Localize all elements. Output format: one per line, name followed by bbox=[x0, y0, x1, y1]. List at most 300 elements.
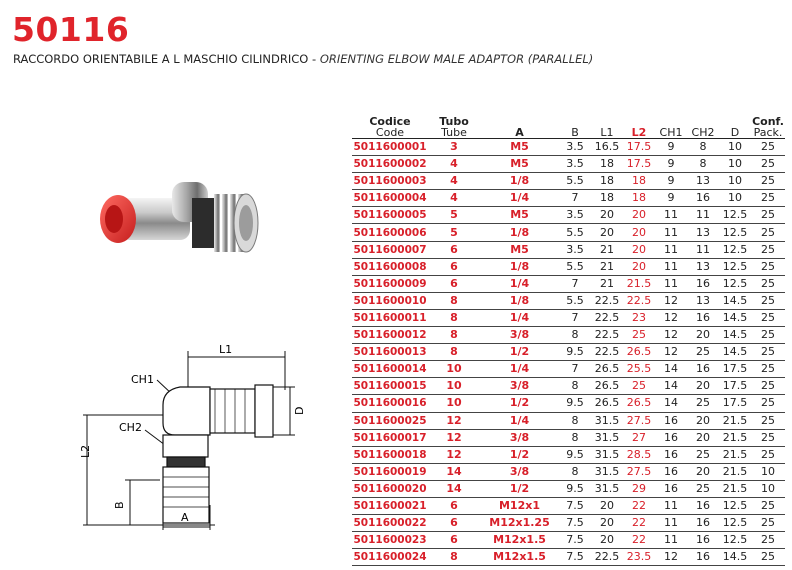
cell-b: 7.5 bbox=[559, 549, 591, 566]
cell-pack: 25 bbox=[751, 361, 785, 378]
cell-tube: 8 bbox=[428, 549, 480, 566]
cell-thread-a: 3/8 bbox=[480, 463, 559, 480]
table-row bbox=[352, 497, 785, 514]
cell-d: 12.5 bbox=[719, 224, 751, 241]
cell-code: 5011600001 bbox=[352, 139, 428, 156]
label-l1: L1 bbox=[219, 343, 233, 356]
cell-thread-a: 3/8 bbox=[480, 378, 559, 395]
cell-ch2: 20 bbox=[687, 378, 719, 395]
cell-l1: 26.5 bbox=[591, 395, 623, 412]
cell-code: 5011600014 bbox=[352, 361, 428, 378]
cell-ch1: 14 bbox=[655, 378, 687, 395]
cell-l1: 22.5 bbox=[591, 327, 623, 344]
cell-l1: 20 bbox=[591, 224, 623, 241]
product-photo bbox=[80, 160, 310, 280]
cell-tube: 10 bbox=[428, 361, 480, 378]
cell-ch2: 20 bbox=[687, 327, 719, 344]
cell-tube: 8 bbox=[428, 344, 480, 361]
table-row bbox=[352, 156, 785, 173]
cell-b: 5.5 bbox=[559, 173, 591, 190]
cell-code: 5011600005 bbox=[352, 207, 428, 224]
cell-d: 12.5 bbox=[719, 515, 751, 532]
cell-thread-a: 3/8 bbox=[480, 327, 559, 344]
table-row bbox=[352, 463, 785, 480]
cell-l2: 22 bbox=[623, 497, 655, 514]
cell-l2: 26.5 bbox=[623, 344, 655, 361]
cell-tube: 5 bbox=[428, 224, 480, 241]
cell-l1: 31.5 bbox=[591, 463, 623, 480]
label-d: D bbox=[293, 406, 306, 415]
cell-ch1: 16 bbox=[655, 446, 687, 463]
cell-l1: 26.5 bbox=[591, 378, 623, 395]
cell-code: 5011600019 bbox=[352, 463, 428, 480]
cell-l2: 18 bbox=[623, 173, 655, 190]
cell-tube: 6 bbox=[428, 258, 480, 275]
cell-l1: 20 bbox=[591, 497, 623, 514]
header-ch1: CH1 bbox=[655, 112, 687, 139]
cell-pack: 25 bbox=[751, 344, 785, 361]
cell-ch1: 16 bbox=[655, 480, 687, 497]
cell-tube: 12 bbox=[428, 429, 480, 446]
header-code: Codice Code bbox=[352, 112, 428, 139]
table-row bbox=[352, 258, 785, 275]
header-pack: Conf. Pack. bbox=[751, 112, 785, 139]
table-header-row bbox=[352, 112, 785, 139]
cell-pack: 10 bbox=[751, 463, 785, 480]
cell-code: 5011600021 bbox=[352, 497, 428, 514]
cell-ch1: 12 bbox=[655, 309, 687, 326]
cell-b: 8 bbox=[559, 378, 591, 395]
cell-pack: 25 bbox=[751, 309, 785, 326]
cell-ch1: 16 bbox=[655, 429, 687, 446]
cell-b: 3.5 bbox=[559, 207, 591, 224]
cell-l2: 27 bbox=[623, 429, 655, 446]
cell-pack: 25 bbox=[751, 139, 785, 156]
cell-code: 5011600016 bbox=[352, 395, 428, 412]
cell-l2: 25.5 bbox=[623, 361, 655, 378]
cell-tube: 14 bbox=[428, 463, 480, 480]
title-separator: - bbox=[308, 52, 320, 66]
cell-d: 21.5 bbox=[719, 412, 751, 429]
cell-ch1: 14 bbox=[655, 395, 687, 412]
cell-ch2: 20 bbox=[687, 412, 719, 429]
cell-ch1: 9 bbox=[655, 190, 687, 207]
cell-thread-a: M12x1.5 bbox=[480, 532, 559, 549]
cell-ch2: 8 bbox=[687, 156, 719, 173]
cell-b: 5.5 bbox=[559, 258, 591, 275]
cell-l2: 28.5 bbox=[623, 446, 655, 463]
cell-ch2: 16 bbox=[687, 549, 719, 566]
cell-ch1: 11 bbox=[655, 241, 687, 258]
cell-pack: 25 bbox=[751, 446, 785, 463]
table-row bbox=[352, 224, 785, 241]
cell-l1: 31.5 bbox=[591, 429, 623, 446]
cell-ch2: 25 bbox=[687, 344, 719, 361]
cell-code: 5011600003 bbox=[352, 173, 428, 190]
cell-code: 5011600018 bbox=[352, 446, 428, 463]
cell-l1: 22.5 bbox=[591, 292, 623, 309]
cell-ch2: 25 bbox=[687, 480, 719, 497]
cell-tube: 3 bbox=[428, 139, 480, 156]
cell-tube: 4 bbox=[428, 190, 480, 207]
cell-thread-a: 1/2 bbox=[480, 446, 559, 463]
cell-ch2: 16 bbox=[687, 309, 719, 326]
cell-code: 5011600020 bbox=[352, 480, 428, 497]
cell-l2: 18 bbox=[623, 190, 655, 207]
table-row bbox=[352, 241, 785, 258]
title-italian: RACCORDO ORIENTABILE A L MASCHIO CILINDRICO bbox=[13, 52, 309, 66]
cell-d: 12.5 bbox=[719, 207, 751, 224]
table-row bbox=[352, 446, 785, 463]
table-row bbox=[352, 327, 785, 344]
cell-ch2: 11 bbox=[687, 207, 719, 224]
cell-ch1: 12 bbox=[655, 327, 687, 344]
cell-ch2: 16 bbox=[687, 515, 719, 532]
cell-ch2: 8 bbox=[687, 139, 719, 156]
cell-tube: 8 bbox=[428, 292, 480, 309]
cell-b: 7.5 bbox=[559, 532, 591, 549]
header-ch2: CH2 bbox=[687, 112, 719, 139]
table-row bbox=[352, 361, 785, 378]
cell-l1: 18 bbox=[591, 190, 623, 207]
cell-tube: 10 bbox=[428, 378, 480, 395]
cell-ch1: 9 bbox=[655, 139, 687, 156]
cell-pack: 25 bbox=[751, 395, 785, 412]
cell-l2: 23.5 bbox=[623, 549, 655, 566]
header-l2: L2 bbox=[623, 112, 655, 139]
cell-l1: 20 bbox=[591, 532, 623, 549]
cell-d: 14.5 bbox=[719, 292, 751, 309]
cell-ch1: 9 bbox=[655, 156, 687, 173]
cell-ch2: 16 bbox=[687, 497, 719, 514]
cell-d: 10 bbox=[719, 190, 751, 207]
cell-l1: 22.5 bbox=[591, 344, 623, 361]
cell-l2: 22.5 bbox=[623, 292, 655, 309]
cell-d: 21.5 bbox=[719, 480, 751, 497]
cell-ch1: 9 bbox=[655, 173, 687, 190]
cell-thread-a: 1/4 bbox=[480, 361, 559, 378]
cell-d: 21.5 bbox=[719, 446, 751, 463]
cell-thread-a: 3/8 bbox=[480, 429, 559, 446]
cell-thread-a: 1/2 bbox=[480, 344, 559, 361]
header-b: B bbox=[559, 112, 591, 139]
cell-l1: 18 bbox=[591, 173, 623, 190]
cell-pack: 10 bbox=[751, 480, 785, 497]
spec-table bbox=[352, 112, 785, 566]
cell-code: 5011600024 bbox=[352, 549, 428, 566]
cell-d: 10 bbox=[719, 156, 751, 173]
cell-l2: 20 bbox=[623, 224, 655, 241]
cell-l2: 27.5 bbox=[623, 412, 655, 429]
header-d: D bbox=[719, 112, 751, 139]
cell-thread-a: M12x1.5 bbox=[480, 549, 559, 566]
product-subtitle bbox=[13, 52, 593, 66]
cell-d: 21.5 bbox=[719, 429, 751, 446]
cell-thread-a: 1/4 bbox=[480, 275, 559, 292]
cell-pack: 25 bbox=[751, 190, 785, 207]
cell-pack: 25 bbox=[751, 292, 785, 309]
cell-tube: 4 bbox=[428, 156, 480, 173]
cell-thread-a: 1/8 bbox=[480, 173, 559, 190]
cell-pack: 25 bbox=[751, 224, 785, 241]
cell-ch1: 11 bbox=[655, 258, 687, 275]
cell-b: 9.5 bbox=[559, 446, 591, 463]
cell-code: 5011600015 bbox=[352, 378, 428, 395]
cell-l2: 25 bbox=[623, 327, 655, 344]
cell-l1: 20 bbox=[591, 515, 623, 532]
cell-d: 10 bbox=[719, 139, 751, 156]
table-row bbox=[352, 190, 785, 207]
cell-l2: 29 bbox=[623, 480, 655, 497]
cell-code: 5011600017 bbox=[352, 429, 428, 446]
cell-l1: 21 bbox=[591, 258, 623, 275]
cell-ch1: 12 bbox=[655, 344, 687, 361]
cell-pack: 25 bbox=[751, 327, 785, 344]
cell-l2: 20 bbox=[623, 258, 655, 275]
label-l2: L2 bbox=[79, 444, 92, 458]
cell-l2: 17.5 bbox=[623, 139, 655, 156]
cell-thread-a: M12x1 bbox=[480, 497, 559, 514]
cell-ch2: 16 bbox=[687, 361, 719, 378]
cell-l2: 21.5 bbox=[623, 275, 655, 292]
cell-code: 5011600008 bbox=[352, 258, 428, 275]
table-row bbox=[352, 532, 785, 549]
cell-b: 8 bbox=[559, 327, 591, 344]
cell-code: 5011600009 bbox=[352, 275, 428, 292]
table-row bbox=[352, 378, 785, 395]
cell-l2: 20 bbox=[623, 207, 655, 224]
cell-l1: 31.5 bbox=[591, 480, 623, 497]
cell-tube: 8 bbox=[428, 327, 480, 344]
cell-thread-a: M5 bbox=[480, 207, 559, 224]
cell-d: 17.5 bbox=[719, 361, 751, 378]
cell-thread-a: 1/8 bbox=[480, 292, 559, 309]
cell-code: 5011600004 bbox=[352, 190, 428, 207]
cell-b: 5.5 bbox=[559, 224, 591, 241]
cell-d: 17.5 bbox=[719, 378, 751, 395]
cell-ch2: 13 bbox=[687, 224, 719, 241]
cell-b: 3.5 bbox=[559, 241, 591, 258]
table-row bbox=[352, 173, 785, 190]
cell-l2: 20 bbox=[623, 241, 655, 258]
cell-tube: 6 bbox=[428, 532, 480, 549]
cell-ch1: 12 bbox=[655, 292, 687, 309]
cell-tube: 12 bbox=[428, 412, 480, 429]
cell-pack: 25 bbox=[751, 515, 785, 532]
cell-tube: 14 bbox=[428, 480, 480, 497]
cell-l1: 21 bbox=[591, 275, 623, 292]
cell-d: 12.5 bbox=[719, 275, 751, 292]
cell-ch1: 16 bbox=[655, 463, 687, 480]
cell-ch2: 16 bbox=[687, 190, 719, 207]
cell-ch2: 11 bbox=[687, 241, 719, 258]
cell-thread-a: 1/2 bbox=[480, 395, 559, 412]
table-row bbox=[352, 275, 785, 292]
cell-tube: 6 bbox=[428, 241, 480, 258]
cell-ch1: 12 bbox=[655, 549, 687, 566]
cell-pack: 25 bbox=[751, 378, 785, 395]
table-row bbox=[352, 480, 785, 497]
header-tube: Tubo Tube bbox=[428, 112, 480, 139]
cell-b: 9.5 bbox=[559, 395, 591, 412]
cell-l2: 22 bbox=[623, 532, 655, 549]
cell-code: 5011600022 bbox=[352, 515, 428, 532]
cell-l2: 25 bbox=[623, 378, 655, 395]
technical-drawing bbox=[79, 335, 310, 535]
cell-b: 9.5 bbox=[559, 480, 591, 497]
cell-thread-a: 1/4 bbox=[480, 309, 559, 326]
cell-tube: 6 bbox=[428, 275, 480, 292]
cell-d: 10 bbox=[719, 173, 751, 190]
cell-l2: 23 bbox=[623, 309, 655, 326]
cell-b: 8 bbox=[559, 429, 591, 446]
cell-thread-a: 1/4 bbox=[480, 412, 559, 429]
cell-l1: 22.5 bbox=[591, 309, 623, 326]
cell-ch2: 16 bbox=[687, 275, 719, 292]
cell-ch1: 11 bbox=[655, 224, 687, 241]
cell-tube: 10 bbox=[428, 395, 480, 412]
cell-tube: 4 bbox=[428, 173, 480, 190]
table-row bbox=[352, 309, 785, 326]
cell-pack: 25 bbox=[751, 258, 785, 275]
cell-d: 12.5 bbox=[719, 532, 751, 549]
cell-b: 7 bbox=[559, 275, 591, 292]
cell-code: 5011600007 bbox=[352, 241, 428, 258]
cell-l1: 22.5 bbox=[591, 549, 623, 566]
cell-d: 17.5 bbox=[719, 395, 751, 412]
table-row bbox=[352, 429, 785, 446]
cell-d: 21.5 bbox=[719, 463, 751, 480]
cell-pack: 25 bbox=[751, 549, 785, 566]
cell-l2: 26.5 bbox=[623, 395, 655, 412]
cell-b: 9.5 bbox=[559, 344, 591, 361]
cell-ch2: 13 bbox=[687, 258, 719, 275]
cell-code: 5011600025 bbox=[352, 412, 428, 429]
cell-pack: 25 bbox=[751, 497, 785, 514]
cell-ch2: 25 bbox=[687, 395, 719, 412]
cell-ch2: 20 bbox=[687, 429, 719, 446]
cell-code: 5011600002 bbox=[352, 156, 428, 173]
cell-l1: 18 bbox=[591, 156, 623, 173]
cell-ch2: 20 bbox=[687, 463, 719, 480]
cell-tube: 6 bbox=[428, 515, 480, 532]
cell-code: 5011600010 bbox=[352, 292, 428, 309]
cell-ch2: 16 bbox=[687, 532, 719, 549]
table-row bbox=[352, 344, 785, 361]
cell-ch2: 25 bbox=[687, 446, 719, 463]
cell-thread-a: 1/2 bbox=[480, 480, 559, 497]
cell-thread-a: M5 bbox=[480, 156, 559, 173]
cell-tube: 5 bbox=[428, 207, 480, 224]
cell-b: 7 bbox=[559, 361, 591, 378]
cell-b: 7.5 bbox=[559, 515, 591, 532]
cell-thread-a: 1/8 bbox=[480, 258, 559, 275]
cell-thread-a: 1/4 bbox=[480, 190, 559, 207]
table-row bbox=[352, 412, 785, 429]
cell-b: 7 bbox=[559, 309, 591, 326]
cell-pack: 25 bbox=[751, 429, 785, 446]
cell-ch1: 11 bbox=[655, 497, 687, 514]
cell-pack: 25 bbox=[751, 241, 785, 258]
cell-b: 3.5 bbox=[559, 139, 591, 156]
cell-d: 12.5 bbox=[719, 258, 751, 275]
cell-ch1: 11 bbox=[655, 275, 687, 292]
cell-b: 8 bbox=[559, 412, 591, 429]
cell-thread-a: 1/8 bbox=[480, 224, 559, 241]
cell-thread-a: M5 bbox=[480, 241, 559, 258]
cell-b: 7.5 bbox=[559, 497, 591, 514]
header-a: A bbox=[480, 112, 559, 139]
cell-l1: 31.5 bbox=[591, 412, 623, 429]
cell-l1: 21 bbox=[591, 241, 623, 258]
cell-d: 14.5 bbox=[719, 549, 751, 566]
cell-l1: 31.5 bbox=[591, 446, 623, 463]
cell-l2: 27.5 bbox=[623, 463, 655, 480]
title-english: ORIENTING ELBOW MALE ADAPTOR (PARALLEL) bbox=[319, 52, 594, 66]
cell-ch2: 13 bbox=[687, 292, 719, 309]
cell-tube: 6 bbox=[428, 497, 480, 514]
cell-pack: 25 bbox=[751, 156, 785, 173]
cell-b: 3.5 bbox=[559, 156, 591, 173]
cell-l1: 20 bbox=[591, 207, 623, 224]
cell-ch1: 16 bbox=[655, 412, 687, 429]
cell-pack: 25 bbox=[751, 532, 785, 549]
cell-l1: 26.5 bbox=[591, 361, 623, 378]
table-row bbox=[352, 292, 785, 309]
cell-code: 5011600006 bbox=[352, 224, 428, 241]
cell-ch1: 11 bbox=[655, 515, 687, 532]
label-a: A bbox=[181, 511, 189, 524]
label-b: B bbox=[113, 501, 126, 509]
cell-l2: 22 bbox=[623, 515, 655, 532]
cell-thread-a: M12x1.25 bbox=[480, 515, 559, 532]
cell-b: 7 bbox=[559, 190, 591, 207]
cell-code: 5011600023 bbox=[352, 532, 428, 549]
cell-thread-a: M5 bbox=[480, 139, 559, 156]
table-row bbox=[352, 515, 785, 532]
cell-l2: 17.5 bbox=[623, 156, 655, 173]
cell-code: 5011600012 bbox=[352, 327, 428, 344]
product-code: 50116 bbox=[12, 10, 130, 49]
cell-pack: 25 bbox=[751, 412, 785, 429]
cell-d: 12.5 bbox=[719, 497, 751, 514]
cell-tube: 8 bbox=[428, 309, 480, 326]
header-l1: L1 bbox=[591, 112, 623, 139]
cell-d: 12.5 bbox=[719, 241, 751, 258]
cell-code: 5011600011 bbox=[352, 309, 428, 326]
cell-b: 8 bbox=[559, 463, 591, 480]
cell-code: 5011600013 bbox=[352, 344, 428, 361]
cell-pack: 25 bbox=[751, 207, 785, 224]
cell-ch1: 14 bbox=[655, 361, 687, 378]
cell-tube: 12 bbox=[428, 446, 480, 463]
cell-b: 5.5 bbox=[559, 292, 591, 309]
cell-l1: 16.5 bbox=[591, 139, 623, 156]
table-row bbox=[352, 139, 785, 156]
table-row bbox=[352, 207, 785, 224]
table-body bbox=[352, 139, 785, 566]
cell-ch1: 11 bbox=[655, 207, 687, 224]
cell-ch1: 11 bbox=[655, 532, 687, 549]
cell-pack: 25 bbox=[751, 173, 785, 190]
cell-pack: 25 bbox=[751, 275, 785, 292]
cell-d: 14.5 bbox=[719, 327, 751, 344]
label-ch1: CH1 bbox=[131, 373, 154, 386]
label-ch2: CH2 bbox=[119, 421, 142, 434]
cell-d: 14.5 bbox=[719, 309, 751, 326]
table-row bbox=[352, 395, 785, 412]
table-row bbox=[352, 549, 785, 566]
